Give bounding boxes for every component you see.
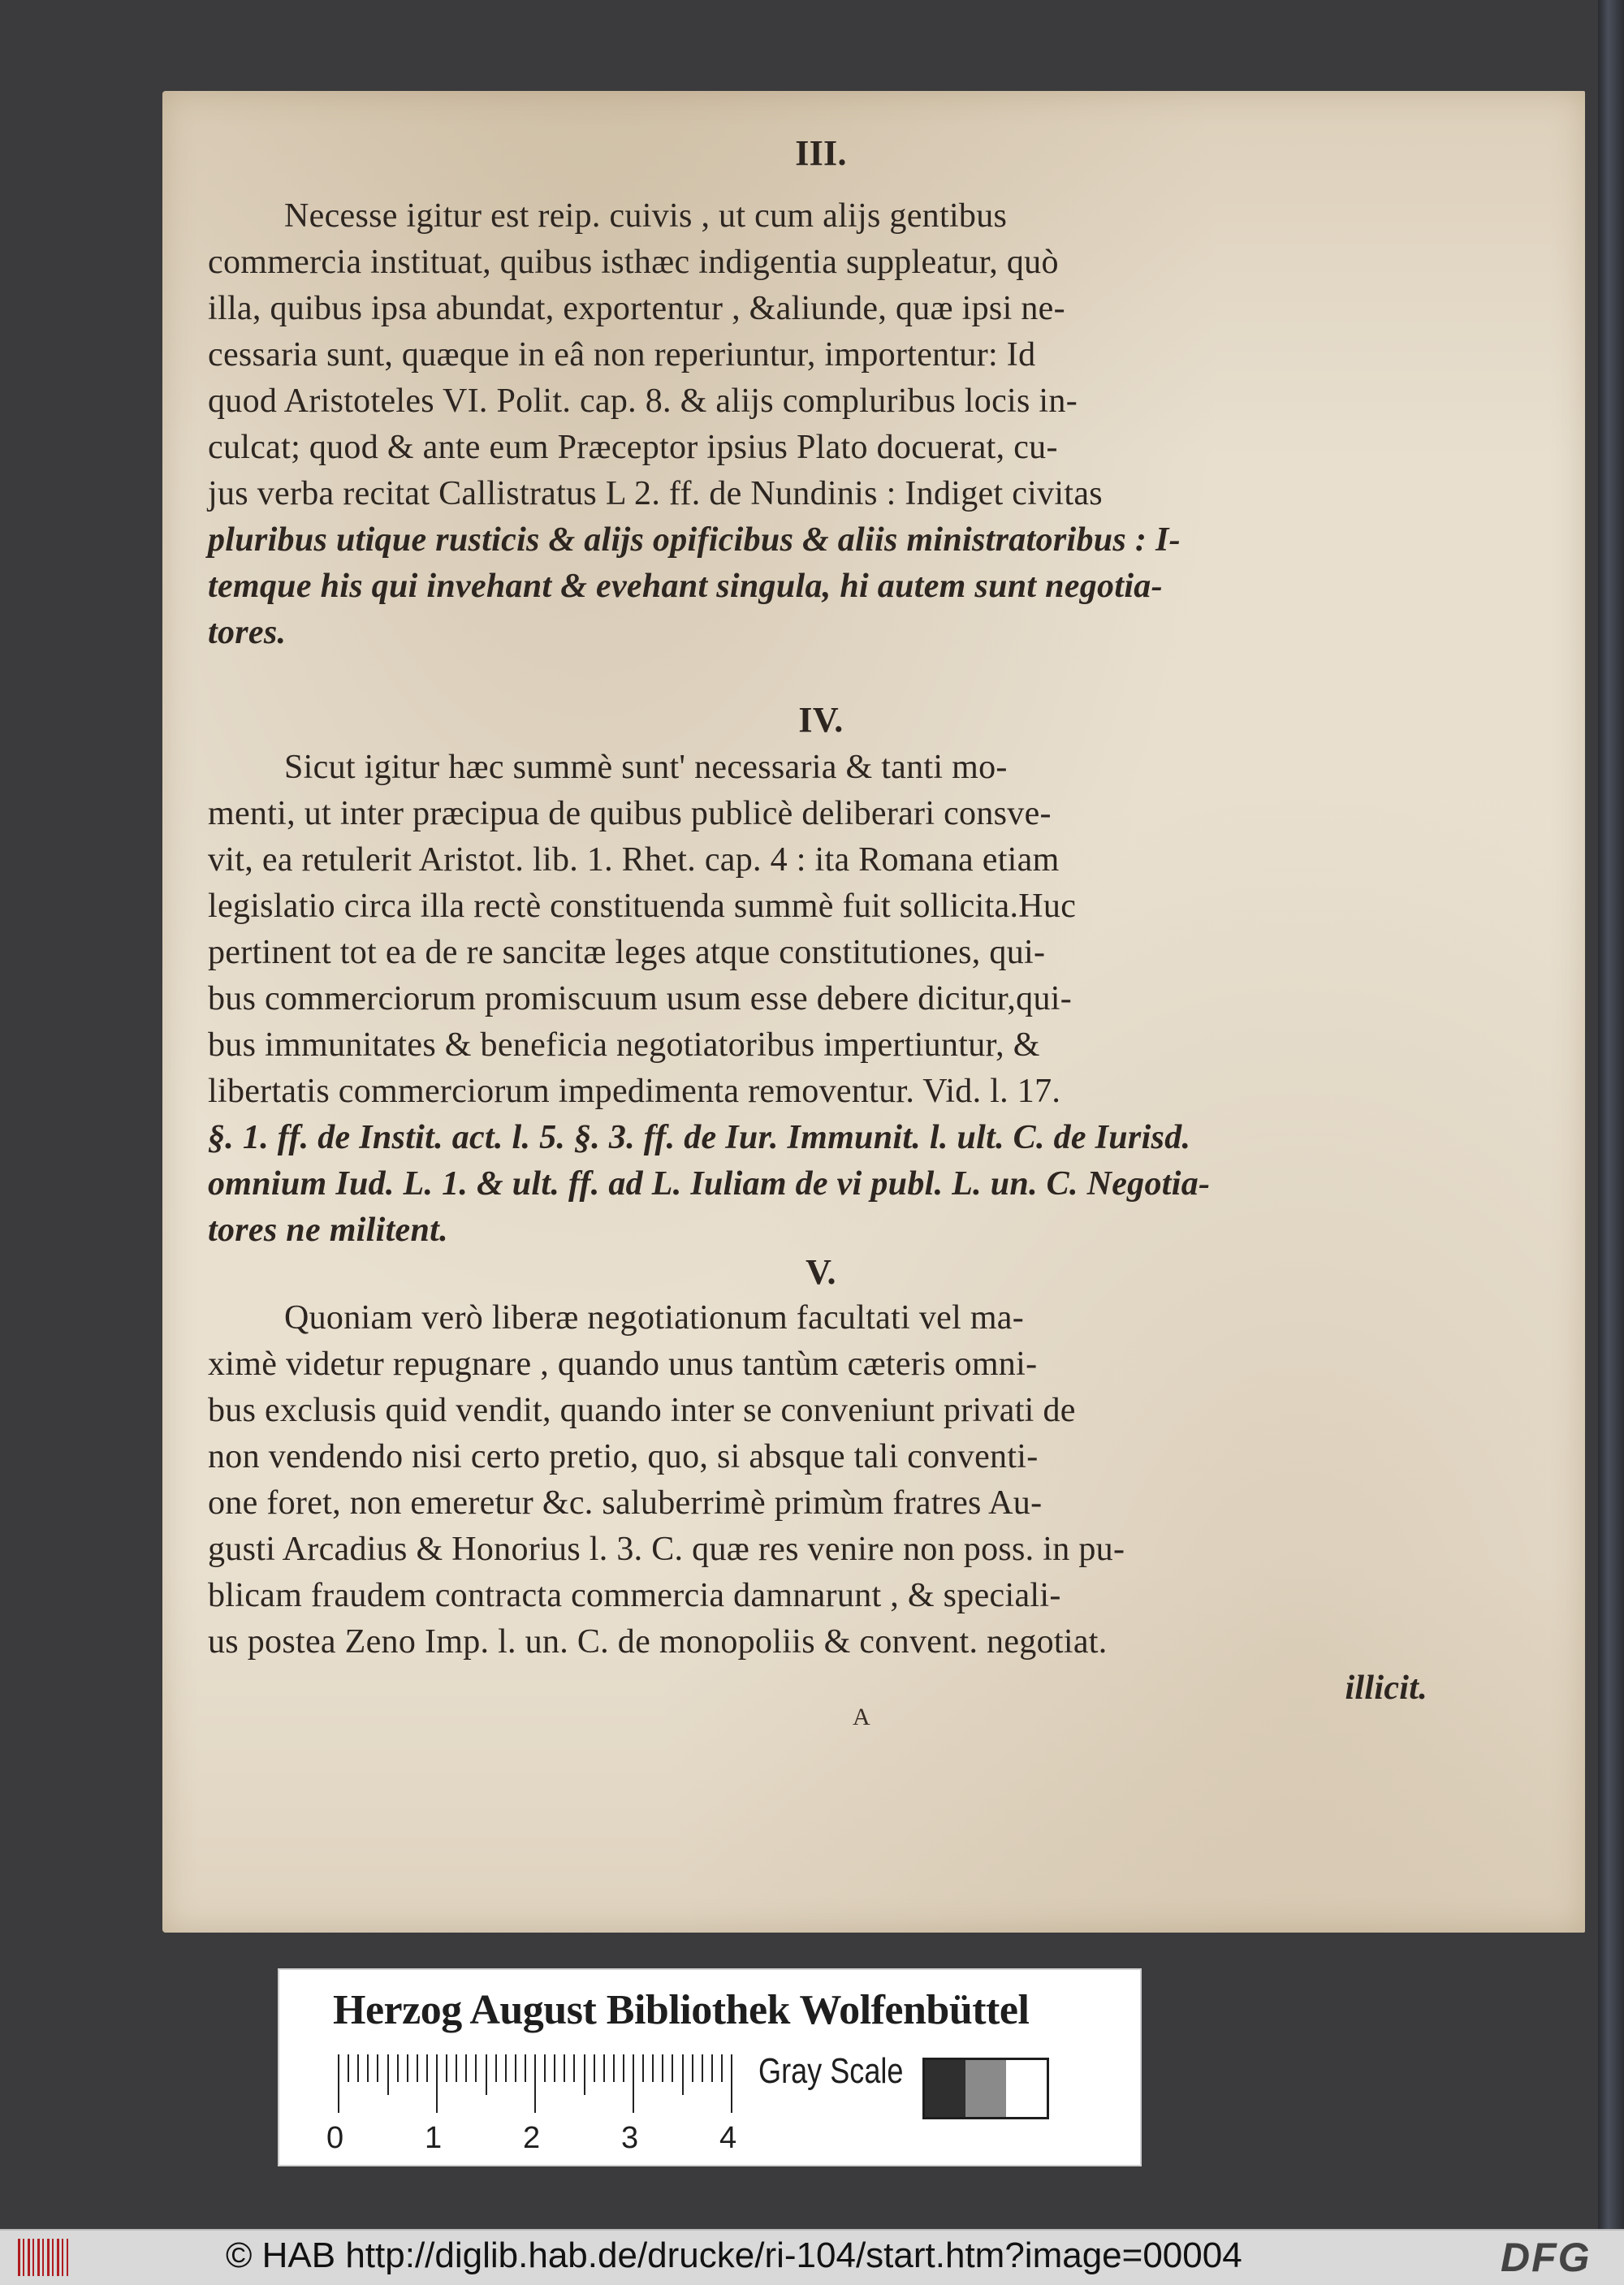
- text-line: Necesse igitur est reip. cuivis , ut cum alijs gentibus: [284, 197, 1008, 235]
- text-line: temque his qui invehant & evehant singula, hi autem sunt negotia-: [208, 568, 1163, 605]
- ruler-tick: [721, 2054, 723, 2082]
- section-4: [208, 698, 1434, 1254]
- barcode-icon: [18, 2239, 68, 2276]
- ruler-tick: [544, 2054, 546, 2082]
- footer-bar: [0, 2229, 1624, 2285]
- ruler-tick: [397, 2054, 399, 2082]
- text-line: legislatio circa illa rectè constituenda summè fuit sollicita.Huc: [208, 888, 1077, 925]
- ruler-tick: [652, 2054, 654, 2082]
- ruler-tick: [692, 2054, 693, 2082]
- ruler-tick: [731, 2054, 732, 2113]
- signature-mark: A: [853, 1704, 870, 1730]
- ruler-tick: [367, 2054, 369, 2082]
- text-line: commercia instituat, quibus isthæc indigentia suppleatur, quò: [208, 244, 1059, 281]
- section-number: V.: [806, 1252, 836, 1292]
- copyright-link[interactable]: © HAB http://diglib.hab.de/drucke/ri-104/start.htm?image=00004: [226, 2235, 1242, 2275]
- text-line: omnium Iud. L. 1. & ult. ff. ad L. Iuliam de vi publ. L. un. C. Negotia-: [208, 1165, 1211, 1203]
- ruler-tick: [407, 2054, 408, 2082]
- text-line: illa, quibus ipsa abundat, exportentur , &aliunde, quæ ipsi ne-: [208, 290, 1065, 327]
- ruler-tick: [623, 2054, 624, 2082]
- ruler-tick: [682, 2054, 684, 2095]
- dfg-logo: DFG: [1501, 2235, 1592, 2280]
- ruler-tick: [495, 2054, 497, 2082]
- text-line: Quoniam verò liberæ negotiationum facultati vel ma-: [284, 1299, 1025, 1337]
- ruler-tick: [456, 2054, 457, 2082]
- ruler-tick: [377, 2054, 378, 2082]
- text-line: pluribus utique rusticis & alijs opificibus & aliis ministratoribus : I-: [208, 521, 1181, 559]
- section-3: [208, 133, 1434, 656]
- text-line: quod Aristoteles VI. Polit. cap. 8. & alijs compluribus locis in-: [208, 382, 1078, 420]
- section-number: IV.: [798, 700, 844, 740]
- ruler-tick: [554, 2054, 555, 2082]
- ruler-label: 0: [326, 2121, 344, 2155]
- gray-swatch-light: [1006, 2060, 1047, 2117]
- book-binding-edge: [1598, 0, 1624, 2229]
- ruler-tick: [584, 2054, 585, 2095]
- text-line: gusti Arcadius & Honorius l. 3. C. quæ res venire non poss. in pu-: [208, 1531, 1125, 1568]
- text-line: menti, ut inter præcipua de quibus publicè deliberari consve-: [208, 795, 1052, 832]
- section-5: [208, 1249, 1434, 1712]
- text-line: Sicut igitur hæc summè sunt' necessaria & tanti mo-: [284, 749, 1008, 786]
- ruler-scale: [338, 2054, 731, 2113]
- ruler-tick: [348, 2054, 349, 2082]
- ruler-tick: [387, 2054, 389, 2095]
- gray-scale-label: Gray Scale: [758, 2051, 904, 2091]
- ruler-tick: [486, 2054, 487, 2095]
- color-calibration-card: [278, 1968, 1142, 2166]
- ruler-tick: [662, 2054, 663, 2082]
- text-line: pertinent tot ea de re sancitæ leges atque constitutiones, qui-: [208, 934, 1046, 971]
- ruler-tick: [475, 2054, 477, 2082]
- ruler-tick: [711, 2054, 713, 2082]
- text-line: libertatis commerciorum impedimenta removentur. Vid. l. 17.: [208, 1073, 1061, 1110]
- ruler-tick: [417, 2054, 418, 2082]
- text-line: us postea Zeno Imp. l. un. C. de monopoliis & convent. negotiat.: [208, 1623, 1108, 1661]
- ruler-labels: [326, 2121, 749, 2153]
- gray-scale-swatches: [922, 2058, 1049, 2119]
- ruler-tick: [525, 2054, 526, 2082]
- gray-swatch-mid: [965, 2060, 1006, 2117]
- text-line: bus immunitates & beneficia negotiatoribus impertiuntur, &: [208, 1026, 1040, 1064]
- text-line: one foret, non emeretur &c. saluberrimè primùm fratres Au-: [208, 1484, 1043, 1522]
- ruler-tick: [446, 2054, 447, 2082]
- ruler-label: 2: [523, 2121, 541, 2155]
- text-line: vit, ea retulerit Aristot. lib. 1. Rhet. cap. 4 : ita Romana etiam: [208, 841, 1060, 879]
- text-line: bus commerciorum promiscuum usum esse debere dicitur,qui-: [208, 980, 1073, 1017]
- ruler-label: 4: [719, 2121, 737, 2155]
- ruler-tick: [564, 2054, 565, 2082]
- card-title: Herzog August Bibliothek Wolfenbüttel: [333, 1987, 1030, 2033]
- ruler-tick: [642, 2054, 644, 2082]
- gray-swatch-dark: [925, 2060, 965, 2117]
- ruler-tick: [702, 2054, 703, 2082]
- text-line: culcat; quod & ante eum Præceptor ipsius Plato docuerat, cu-: [208, 429, 1058, 466]
- text-line: tores ne militent.: [208, 1212, 448, 1249]
- ruler-tick: [534, 2054, 536, 2113]
- ruler-tick: [515, 2054, 516, 2082]
- ruler-tick: [573, 2054, 575, 2082]
- ruler-tick: [338, 2054, 339, 2113]
- text-line: §. 1. ff. de Instit. act. l. 5. §. 3. ff. de Iur. Immunit. l. ult. C. de Iurisd.: [208, 1119, 1191, 1156]
- text-line: jus verba recitat Callistratus L 2. ff. de Nundinis : Indiget civitas: [208, 475, 1103, 512]
- text-line: bus exclusis quid vendit, quando inter se conveniunt privati de: [208, 1392, 1076, 1429]
- ruler-label: 3: [621, 2121, 639, 2155]
- text-line: cessaria sunt, quæque in eâ non reperiuntur, importentur: Id: [208, 336, 1036, 374]
- ruler-tick: [613, 2054, 615, 2082]
- text-line: tores.: [208, 614, 287, 651]
- section-number: III.: [795, 133, 847, 173]
- ruler-tick: [465, 2054, 467, 2082]
- text-line: non vendendo nisi certo pretio, quo, si absque tali conventi-: [208, 1438, 1039, 1475]
- ruler-tick: [357, 2054, 359, 2082]
- ruler-tick: [603, 2054, 605, 2082]
- ruler-tick: [633, 2054, 634, 2113]
- ruler-tick: [672, 2054, 673, 2082]
- text-line: ximè videtur repugnare , quando unus tantùm cæteris omni-: [208, 1346, 1038, 1383]
- ruler-tick: [594, 2054, 595, 2082]
- text-line: blicam fraudem contracta commercia damnarunt , & speciali-: [208, 1577, 1061, 1614]
- catchword: illicit.: [1345, 1669, 1427, 1707]
- ruler-tick: [505, 2054, 507, 2082]
- ruler-tick: [436, 2054, 438, 2113]
- ruler-label: 1: [425, 2121, 443, 2155]
- ruler-tick: [426, 2054, 428, 2082]
